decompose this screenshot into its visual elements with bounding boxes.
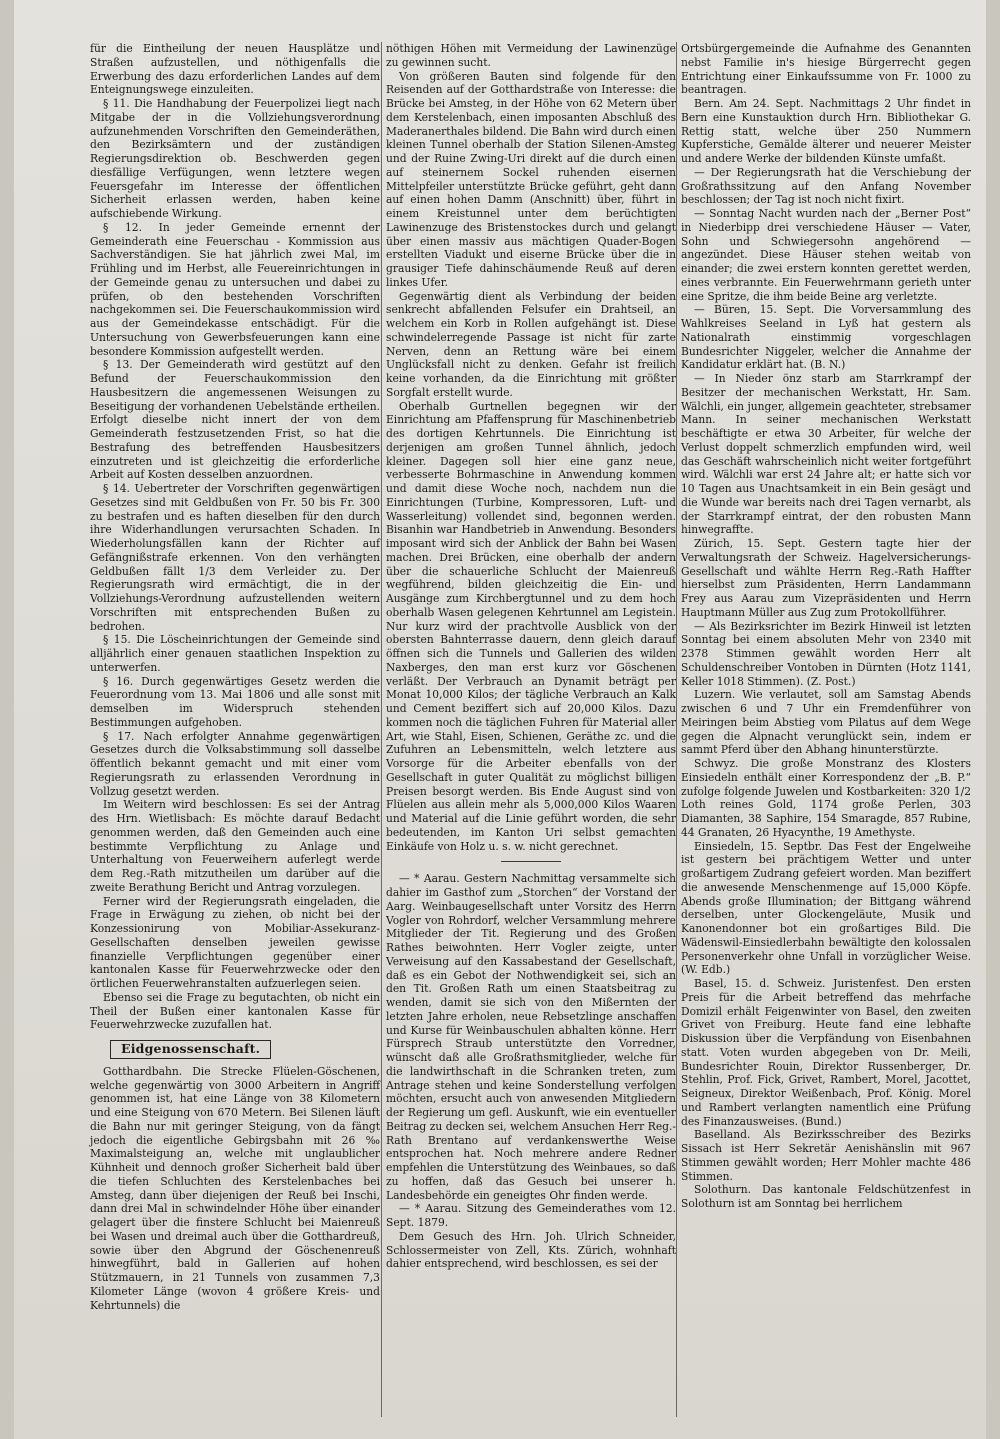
paragraph: § 15. Die Löscheinrichtungen der Gemeinde sind alljährlich einer genauen staatlichen Inspektion zu unterwerfen. [90,633,380,674]
paragraph: Gegenwärtig dient als Verbindung der beiden senkrecht abfallenden Felsufer ein Drahtseil, an welchem ein Korb in Rollen aufgehängt ist. Diese schwindelerregende Passage ist nicht für zarte Nerven, denn an Rettung wäre bei einem Unglücksfall nicht zu denken. Gefahr ist freilich keine vorhanden, da die Einrichtung mit größter Sorgfalt erstellt wurde. [386,289,676,399]
column-2 [386,42,676,1271]
paragraph: Zürich, 15. Sept. Gestern tagte hier der Verwaltungsrath der Schweiz. Hagelversicherungs-Gesellschaft und wählte Herrn Reg.-Rath Haffter hierselbst zum Präsidenten, Herrn Landammann Frey aus Aarau zum Vizepräsidenten und Herrn Hauptmann Müller aus Zug zum Protokollführer. [681,537,971,619]
paragraph: Basel, 15. d. Schweiz. Juristenfest. Den ersten Preis für die Arbeit betreffend das mehrfache Domizil erhält Feigenwinter von Basel, den zweiten Grivet von Freiburg. Heute fand eine lebhafte Diskussion über die Verpfändung von Eisenbahnen statt. Voten wurden abgegeben von Dr. Meili, Bundesrichter Rouin, Direktor Russenberger, Dr. Stehlin, Prof. Fick, Grivet, Rambert, Morel, Jacottet, Seigneux, Direktor Weißenbach, Prof. König. Morel und Rambert verlangten namentlich eine Prüfung des Finanzausweises. (Bund.) [681,977,971,1128]
left-page-margin [0,0,14,1439]
paragraph: Gotthardbahn. Die Strecke Flüelen-Göschenen, welche gegenwärtig von 3000 Arbeitern in Angriff genommen ist, hat eine Länge von 38 Kilometern und eine Steigung von 670 Metern. Bei Silenen läuft die Bahn nur mit geringer Steigung, von da fängt jedoch die eigentliche Gebirgsbahn mit 26 ‰ Maximalsteigung an, welche mit unglaublicher Kühnheit und dennoch großer Sicherheit bald über die tiefen Schluchten des Kerstelenbaches bei Amsteg, dann über diejenigen der Reuß bei Inschi, dann drei Mal in schwindelnder Höhe über einander gelagert über die finstere Schlucht bei Maienreuß bei Wasen und dreimal auch über die Gotthardreuß, sowie über den Abgrund der Göschenenreuß hinwegführt, bald in Gallerien auf hohen Stützmauern, in 21 Tunnels von zusammen 7,3 Kilometer Länge (wovon 4 größere Kreis- und Kehrtunnels) die [90,1064,380,1312]
paragraph: Ortsbürgergemeinde die Aufnahme des Genannten nebst Familie in's hiesige Bürgerrecht gegen Entrichtung einer Einkaufssumme von Fr. 1000 zu beantragen. [681,42,971,97]
paragraph: — Büren, 15. Sept. Die Vorversammlung des Wahlkreises Seeland in Lyß hat gestern als Nationalrath einstimmig vorgeschlagen Bundesrichter Niggeler, welcher die Annahme der Kandidatur erklärt hat. (B. N.) [681,303,971,372]
paragraph: Ferner wird der Regierungsrath eingeladen, die Frage in Erwägung zu ziehen, ob nicht bei der Konzessionirung von Mobiliar-Assekuranz-Gesellschaften denselben jeweilen gewisse finanzielle Verpflichtungen gegenüber einer kantonalen Kasse für Feuerwehrzwecke oder den örtlichen Feuerwehranstalten aufzuerlegen seien. [90,894,380,990]
paragraph: Baselland. Als Bezirksschreiber des Bezirks Sissach ist Herr Sekretär Aenishänslin mit 967 Stimmen gewählt worden; Herr Mohler machte 486 Stimmen. [681,1128,971,1183]
paragraph: — Der Regierungsrath hat die Verschiebung der Großrathssitzung auf den Anfang November beschlossen; der Tag ist noch nicht fixirt. [681,165,971,207]
section-heading: Eidgenossenschaft. [110,1040,271,1059]
paragraph: Einsiedeln, 15. Septbr. Das Fest der Engelweihe ist gestern bei prächtigem Wetter und unter großartigem Zudrang gefeiert worden. Man beziffert die anwesende Menschenmenge auf 15,000 Köpfe. Abends große Illumination; der Bittgang während derselben, unter Glockengeläute, Musik und Kanonendonner bot ein großartiges Bild. Die Wädenswil-Einsiedlerbahn bewältigte den kolossalen Personenverkehr ohne Unfall in vorzüglicher Weise. (W. Edb.) [681,839,971,977]
paragraph: — * Aarau. Sitzung des Gemeinderathes vom 12. Sept. 1879. [386,1202,676,1229]
paragraph: § 13. Der Gemeinderath wird gestützt auf den Befund der Feuerschaukommission den Hausbesitzern die angemessenen Weisungen zu Beseitigung der vorhandenen Uebelstände ertheilen. Erfolgt dieselbe nicht innert der von dem Gemeinderath festzusetzenden Frist, so hat die Bestrafung des betreffenden Hausbesitzers einzutreten und ist gleichzeitig die erforderliche Arbeit auf Kosten desselben anzuordnen. [90,358,380,482]
column-rule [676,42,677,1417]
paragraph: — Als Bezirksrichter im Bezirk Hinweil ist letzten Sonntag bei einem absoluten Mehr von 2340 mit 2378 Stimmen gewählt worden Herr alt Schuldenschreiber Vontoben in Dürnten (Hotz 1141, Keller 1018 Stimmen). (Z. Post.) [681,619,971,688]
paragraph: § 14. Uebertreter der Vorschriften gegenwärtigen Gesetzes sind mit Geldbußen von Fr. 50 bis Fr. 300 zu bestrafen und es haften dieselben für den durch ihre Widerhandlungen verursachten Schaden. In Wiederholungsfällen kann der Richter auf Gefängnißstrafe erkennen. Von den verhängten Geldbußen fällt 1/3 dem Verleider zu. Der Regierungsrath wird ermächtigt, die in der Vollziehungs-Verordnung aufzustellenden weitern Vorschriften mit entsprechenden Bußen zu bedrohen. [90,482,380,633]
paragraph: Oberhalb Gurtnellen begegnen wir der Einrichtung am Pfaffensprung für Maschinenbetrieb des dortigen Kehrtunnels. Die Einrichtung ist derjenigen am großen Tunnel ähnlich, jedoch kleiner. Dagegen soll hier eine ganz neue, verbesserte Bohrmaschine in Anwendung kommen und damit diese Woche noch, nachdem nun die Einrichtungen (Turbine, Kompressoren, Luft- und Wasserleitung) vollendet sind, begonnen werden. Bisanhin war Handbetrieb in Anwendung. Besonders imposant wird sich der Anblick der Bahn bei Wasen machen. Drei Brücken, eine oberhalb der andern über die schauerliche Schlucht der Maienreuß wegführend, bilden gleichzeitig die Ein- und Ausgänge zum Kirchbergtunnel und zu dem hoch oberhalb Wasen gelegenen Kehrtunnel am Legistein. Nur kurz wird der prachtvolle Ausblick von der obersten Bahnterrasse dauern, denn gleich darauf öffnen sich die Tunnels und Gallerien des wilden Naxberges, den man erst kurz vor Göschenen verläßt. Der Verbrauch an Dynamit beträgt per Monat 10,000 Kilos; der tägliche Verbrauch an Kalk und Cement beziffert sich auf 20,000 Kilos. Dazu kommen noch die täglichen Fuhren für Material aller Art, wie Stahl, Eisen, Schienen, Geräthe zc. und die Zufuhren an Lebensmitteln, welch letztere aus Vorsorge für die Arbeiter ebenfalls von der Gesellschaft in guter Qualität zu möglichst billigen Preisen besorgt werden. Bis Ende August sind von Flüelen aus allein mehr als 5,000,000 Kilos Waaren und Material auf die Linie geführt worden, die sehr bedeutenden, im Kanton Uri selbst gemachten Einkäufe von Holz u. s. w. nicht gerechnet. [386,399,676,853]
paragraph: Schwyz. Die große Monstranz des Klosters Einsiedeln enthält einer Korrespondenz der „B. P.“ zufolge folgende Juwelen und Kostbarkeiten: 320 1/2 Loth reines Gold, 1174 große Perlen, 303 Diamanten, 38 Saphire, 154 Smaragde, 857 Rubine, 44 Granaten, 26 Hyacynthe, 19 Amethyste. [681,757,971,839]
paragraph: nöthigen Höhen mit Vermeidung der Lawinenzüge zu gewinnen sucht. [386,42,676,69]
paragraph: Solothurn. Das kantonale Feldschützenfest in Solothurn ist am Sonntag bei herrlichem [681,1183,971,1210]
column-1 [90,42,380,1312]
paragraph: Bern. Am 24. Sept. Nachmittags 2 Uhr findet in Bern eine Kunstauktion durch Hrn. Bibliothekar G. Rettig statt, welche über 250 Nummern Kupferstiche, Gemälde älterer und neuerer Meister und andere Werke der bildenden Künste umfaßt. [681,97,971,165]
paragraph: § 17. Nach erfolgter Annahme gegenwärtigen Gesetzes durch die Volksabstimmung soll dasselbe öffentlich bekannt gemacht und mit einer vom Regierungsrath zu erlassenden Verordnung in Vollzug gesetzt werden. [90,729,380,798]
paragraph: Ebenso sei die Frage zu begutachten, ob nicht ein Theil der Bußen einer kantonalen Kasse für Feuerwehrzwecke zuzufallen hat. [90,990,380,1032]
paragraph: — In Nieder önz starb am Starrkrampf der Besitzer der mechanischen Werkstatt, Hr. Sam. Wälchli, ein junger, allgemein geachteter, strebsamer Mann. In seiner mechanischen Werkstatt beschäftigte er etwa 30 Arbeiter, für welche der Verlust doppelt schmerzlich empfunden wird, weil das Geschäft wahrscheinlich nicht weiter fortgeführt wird. Wälchli war erst 24 Jahre alt; er hatte sich vor 10 Tagen aus Unachtsamkeit in ein Bein gesägt und die Wunde war bereits nach drei Tagen vernarbt, als der Starrkrampf eintrat, der den robusten Mann hinwegraffte. [681,372,971,537]
section-divider [501,861,561,862]
right-page-margin [986,0,1000,1439]
paragraph: § 11. Die Handhabung der Feuerpolizei liegt nach Mitgabe der in die Vollziehungsverordnung aufzunehmenden Vorschriften den Gemeinderäthen, den Bezirksämtern und der zuständigen Regierungsdirektion ob. Beschwerden gegen diesfällige Verfügungen, wenn letztere wegen Feuersgefahr im Interesse der öffentlichen Sicherheit erlassen werden, haben keine aufschiebende Wirkung. [90,97,380,220]
paragraph: — Sonntag Nacht wurden nach der „Berner Post“ in Niederbipp drei verschiedene Häuser — Vater, Sohn und Schwiegersohn angehörend — angezündet. Diese Häuser stehen weitab von einander; die zwei erstern konnten gerettet werden, eines verbrannte. Ein Feuerwehrmann gerieth unter eine Spritze, die ihm beide Beine arg verletzte. [681,207,971,303]
column-3 [681,42,971,1211]
column-rule [381,42,382,1417]
paragraph: Von größeren Bauten sind folgende für den Reisenden auf der Gotthardstraße von Interesse: die Brücke bei Amsteg, in der Höhe von 62 Metern über dem Kerstelenbach, einen imposanten Abschluß des Maderanerthales bildend. Die Bahn wird durch einen kleinen Tunnel oberhalb der Station Silenen-Amsteg und der Ruine Zwing-Uri direkt auf die durch einen auf steinernem Sockel ruhenden eisernen Mittelpfeiler unterstützte Brücke geführt, geht dann auf einen hohen Damm (Anschnitt) über, führt in einem Kreistunnel unter dem berüchtigten Lawinenzuge des Bristenstockes durch und gelangt über einen massiv aus mächtigen Quader-Bogen erstellten Viadukt und eiserne Brücke über die in grausiger Tiefe dahinschäumende Reuß auf deren linkes Ufer. [386,69,676,289]
paragraph: Im Weitern wird beschlossen: Es sei der Antrag des Hrn. Wietlisbach: Es möchte darauf Bedacht genommen werden, daß den Gemeinden auch eine bestimmte Verpflichtung zu Anlage und Unterhaltung von Feuerweihern auferlegt werde dem Reg.-Rath mitzutheilen um darüber auf die zweite Berathung Bericht und Antrag vorzulegen. [90,798,380,894]
paragraph: § 12. In jeder Gemeinde ernennt der Gemeinderath eine Feuerschau - Kommission aus Sachverständigen. Sie hat jährlich zwei Mal, im Frühling und im Herbst, alle Feuereinrichtungen in der Gemeinde genau zu untersuchen und dabei zu prüfen, ob den bestehenden Vorschriften nachgekommen sei. Die Feuerschaukommission wird aus der Gemeindekasse entschädigt. Für die Untersuchung von Gewerbsfeuerungen kann eine besondere Kommission aufgestellt werden. [90,220,380,358]
paragraph: Dem Gesuch des Hrn. Joh. Ulrich Schneider, Schlossermeister von Zell, Kts. Zürich, wohnhaft dahier entsprechend, wird beschlossen, es sei der [386,1229,676,1271]
paragraph: für die Eintheilung der neuen Hausplätze und Straßen aufzustellen, und nöthigenfalls die Erwerbung des dazu erforderlichen Landes auf dem Enteignungswege einzuleiten. [90,42,380,97]
paragraph: § 16. Durch gegenwärtiges Gesetz werden die Feuerordnung vom 13. Mai 1806 und alle sonst mit demselben im Widerspruch stehenden Bestimmungen aufgehoben. [90,674,380,729]
paragraph: Luzern. Wie verlautet, soll am Samstag Abends zwischen 6 und 7 Uhr ein Fremdenführer von Meiringen beim Abstieg vom Pilatus auf dem Wege gegen die Alpnacht verunglückt sein, indem er sammt Pferd über den Abhang hinunterstürzte. [681,688,971,757]
paragraph: — * Aarau. Gestern Nachmittag versammelte sich dahier im Gasthof zum „Storchen“ der Vorstand der Aarg. Weinbaugesellschaft unter Vorsitz des Herrn Vogler von Rohrdorf, welcher Versammlung mehrere Mitglieder der Tit. Regierung und des Großen Rathes beiwohnten. Herr Vogler zeigte, unter Verweisung auf den Kassabestand der Gesellschaft, daß es ein Gebot der Nothwendigkeit sei, sich an den Tit. Großen Rath um einen Staatsbeitrag zu wenden, damit sie sich von den Mißernten der letzten Jahre erholen, neue Rebsetzlinge anschaffen und Kurse für Weinbauschulen abhalten könne. Herr Fürsprech Straub unterstützte den Vorredner, wünscht daß alle Großrathsmitglieder, welche für die landwirthschaft in die Schranken treten, zum Antrage stehen und keine Sonderstellung verfolgen möchten, ersucht auch von anwesenden Mitgliedern der Regierung um gefl. Auskunft, wie ein eventueller Beitrag zu decken sei, welchem Ansuchen Herr Reg.-Rath Brentano auf verdankenswerthe Weise entsprochen hat. Noch mehrere andere Redner empfehlen die Unterstützung des Weinbaues, so daß zu hoffen, daß das Gesuch bei unserer h. Landesbehörde ein geneigtes Ohr finden werde. [386,872,676,1202]
